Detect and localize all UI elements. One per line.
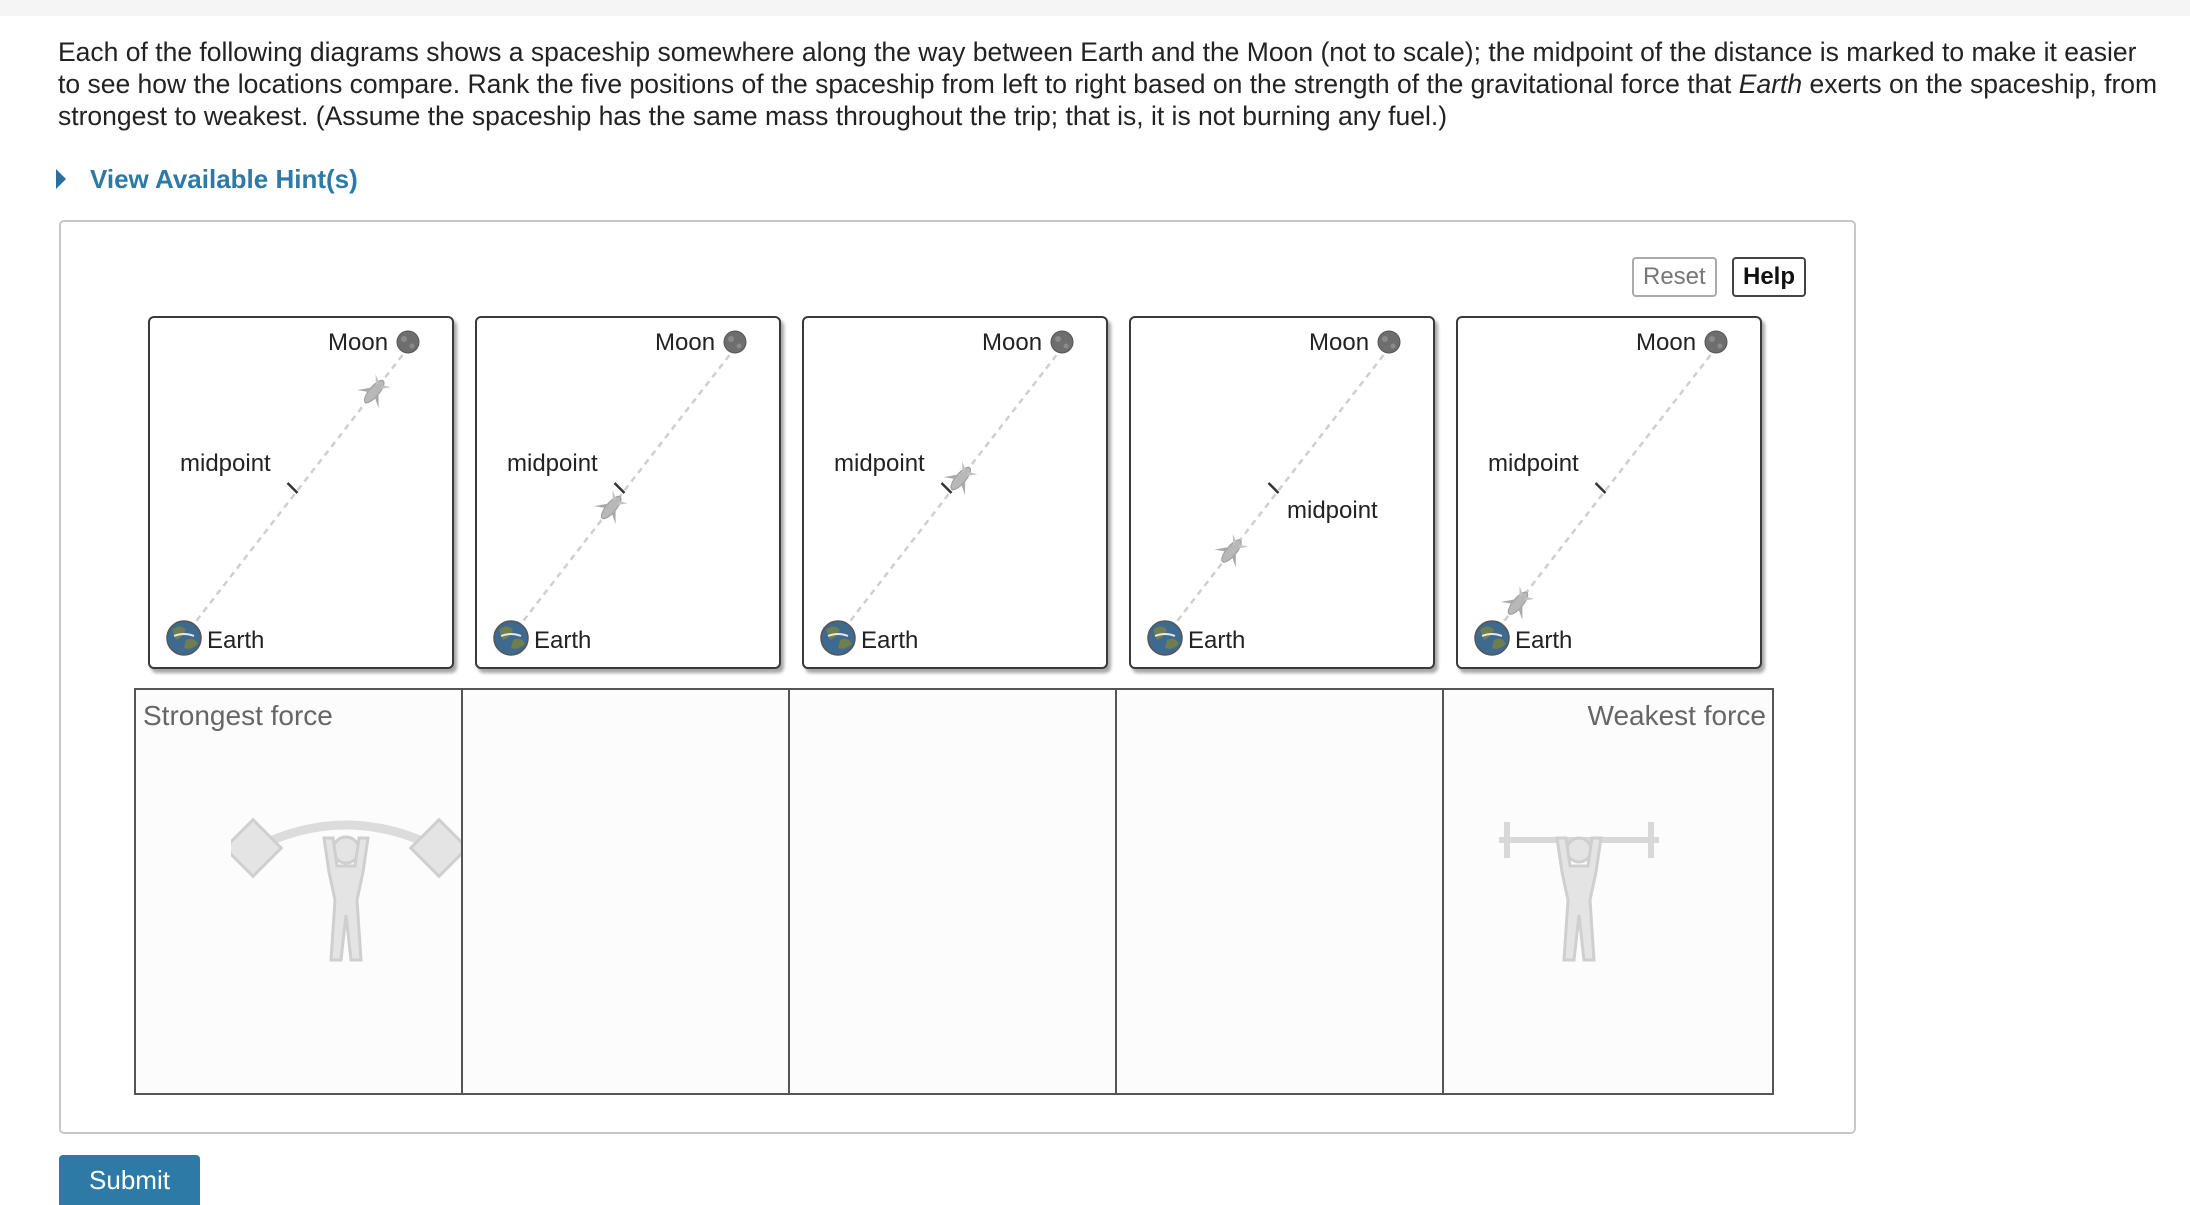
earth-label: Earth bbox=[1188, 627, 1246, 654]
midpoint-tick bbox=[942, 483, 952, 493]
earth-icon bbox=[1475, 621, 1509, 655]
earth-label: Earth bbox=[1515, 627, 1573, 654]
midpoint-tick bbox=[1269, 483, 1279, 493]
midpoint-label: midpoint bbox=[180, 450, 271, 477]
moon-icon bbox=[1378, 331, 1400, 353]
question-text bbox=[58, 36, 2158, 132]
midpoint-tick bbox=[288, 483, 298, 493]
trajectory-line bbox=[510, 348, 735, 638]
spaceship-icon bbox=[592, 488, 631, 527]
rank-slot-4[interactable] bbox=[1115, 688, 1444, 1095]
moon-icon bbox=[724, 331, 746, 353]
question-part-1: Each of the following diagrams shows a spaceship somewhere along the way between Earth and the Moon (not to scale); the midpoint of the distance is marked to make it easier to see how the locations compare. Rank the five positions of the spaceship from left to right based on the strength of the gravitational force that bbox=[58, 37, 2137, 99]
moon-label: Moon bbox=[982, 329, 1043, 356]
earth-label: Earth bbox=[861, 627, 919, 654]
trajectory-line bbox=[1164, 348, 1389, 638]
question-part-2: exerts on the spaceship, from strongest to weakest. (Assume the spaceship has the same mass throughout the trip; that is, it is not burning any fuel.) bbox=[58, 69, 2158, 131]
moon-label: Moon bbox=[1636, 329, 1697, 356]
trajectory-line bbox=[837, 348, 1062, 638]
light-weightlifter-icon bbox=[1489, 810, 1669, 970]
top-strip bbox=[0, 0, 2190, 16]
diagram-tile-3[interactable] bbox=[802, 316, 1108, 669]
earth-icon bbox=[1148, 621, 1182, 655]
moon-icon bbox=[1051, 331, 1073, 353]
question-emphasis: Earth bbox=[1738, 69, 1803, 99]
moon-icon bbox=[397, 331, 419, 353]
moon-label: Moon bbox=[1309, 329, 1370, 356]
strongest-force-label: Strongest force bbox=[143, 700, 333, 731]
spaceship-icon bbox=[355, 372, 394, 411]
rank-slot-3[interactable] bbox=[788, 688, 1117, 1095]
diagram-tiles bbox=[148, 316, 1762, 669]
heavy-weightlifter-icon bbox=[231, 810, 461, 970]
midpoint-label: midpoint bbox=[1287, 497, 1378, 524]
moon-label: Moon bbox=[328, 329, 389, 356]
midpoint-label: midpoint bbox=[1488, 450, 1579, 477]
earth-label: Earth bbox=[534, 627, 592, 654]
earth-icon bbox=[821, 621, 855, 655]
moon-icon bbox=[1705, 331, 1727, 353]
diagram-tile-4[interactable] bbox=[1129, 316, 1435, 669]
ranking-drop-area bbox=[134, 688, 1774, 1095]
spaceship-icon bbox=[1212, 531, 1251, 570]
view-hints-label: View Available Hint(s) bbox=[90, 163, 358, 194]
earth-icon bbox=[167, 621, 201, 655]
earth-label: Earth bbox=[207, 627, 265, 654]
rank-slot-5[interactable] bbox=[1442, 688, 1774, 1095]
rank-slot-1[interactable] bbox=[134, 688, 463, 1095]
spaceship-icon bbox=[1498, 583, 1537, 622]
rank-slot-2[interactable] bbox=[461, 688, 790, 1095]
midpoint-label: midpoint bbox=[507, 450, 598, 477]
midpoint-tick bbox=[1596, 483, 1606, 493]
moon-label: Moon bbox=[655, 329, 716, 356]
diagram-tile-2[interactable] bbox=[475, 316, 781, 669]
submit-button[interactable]: Submit bbox=[59, 1155, 200, 1205]
weakest-force-label: Weakest force bbox=[1587, 700, 1766, 731]
help-button[interactable]: Help bbox=[1732, 257, 1806, 297]
view-hints-toggle[interactable] bbox=[56, 162, 358, 196]
midpoint-tick bbox=[615, 483, 625, 493]
diagram-tile-1[interactable] bbox=[148, 316, 454, 669]
earth-icon bbox=[494, 621, 528, 655]
spaceship-icon bbox=[941, 459, 980, 498]
midpoint-label: midpoint bbox=[834, 450, 925, 477]
diagram-tile-5[interactable] bbox=[1456, 316, 1762, 669]
caret-right-icon bbox=[56, 169, 66, 189]
reset-button[interactable]: Reset bbox=[1632, 257, 1717, 297]
